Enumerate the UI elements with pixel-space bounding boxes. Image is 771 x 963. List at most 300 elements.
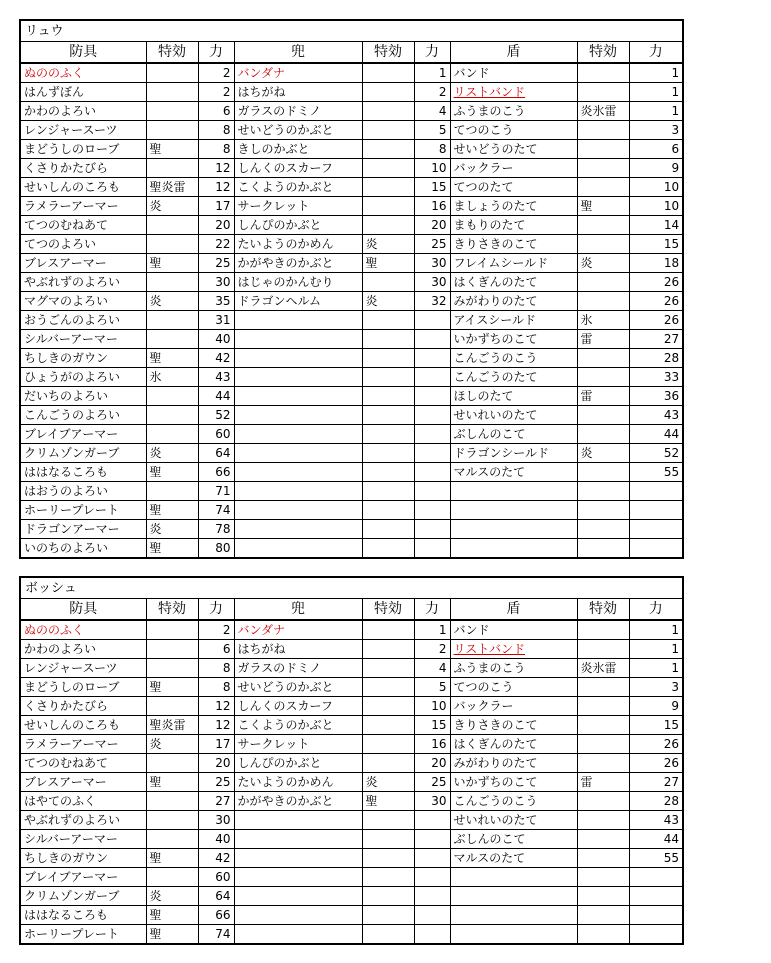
helm-power-cell — [414, 501, 450, 520]
armor-effect-cell: 聖 — [146, 501, 198, 520]
shield-power-cell: 43 — [629, 406, 683, 425]
armor-power-cell: 52 — [198, 406, 234, 425]
helm-effect-cell: 炎 — [362, 235, 414, 254]
armor-power-cell: 43 — [198, 368, 234, 387]
armor-effect-cell — [146, 63, 198, 83]
armor-name-cell: はおうのよろい — [20, 482, 146, 501]
shield-power-cell — [629, 482, 683, 501]
helm-name-cell — [234, 906, 362, 925]
helm-power-cell: 1 — [414, 620, 450, 640]
table-row — [20, 444, 683, 463]
helm-power-cell: 10 — [414, 159, 450, 178]
shield-power-cell: 3 — [629, 678, 683, 697]
table-row — [20, 868, 683, 887]
shield-effect-cell — [577, 425, 629, 444]
shield-name-cell: マルスのたて — [450, 849, 577, 868]
armor-name-cell: ラメラーアーマー — [20, 197, 146, 216]
helm-effect-cell — [362, 620, 414, 640]
header-armor: 防具 — [20, 42, 146, 64]
armor-name-cell: クリムゾンガーブ — [20, 444, 146, 463]
shield-power-cell — [629, 887, 683, 906]
table-title: リュウ — [20, 20, 683, 42]
equipment-table — [19, 19, 684, 559]
armor-effect-cell: 聖 — [146, 140, 198, 159]
table-row — [20, 311, 683, 330]
shield-effect-cell — [577, 216, 629, 235]
helm-name-cell: たいようのかめん — [234, 773, 362, 792]
armor-name-cell: かわのよろい — [20, 640, 146, 659]
helm-power-cell: 15 — [414, 716, 450, 735]
header-effect: 特効 — [577, 599, 629, 621]
armor-name-cell: てつのむねあて — [20, 216, 146, 235]
armor-effect-cell: 炎 — [146, 735, 198, 754]
table-row — [20, 716, 683, 735]
armor-effect-cell — [146, 811, 198, 830]
shield-power-cell: 10 — [629, 178, 683, 197]
shield-power-cell — [629, 868, 683, 887]
armor-name-cell: てつのよろい — [20, 235, 146, 254]
header-power: 力 — [198, 599, 234, 621]
shield-effect-cell — [577, 349, 629, 368]
helm-power-cell — [414, 868, 450, 887]
helm-effect-cell: 聖 — [362, 792, 414, 811]
table-row — [20, 906, 683, 925]
table-row — [20, 368, 683, 387]
helm-effect-cell — [362, 887, 414, 906]
armor-effect-cell — [146, 482, 198, 501]
armor-power-cell: 71 — [198, 482, 234, 501]
shield-power-cell: 36 — [629, 387, 683, 406]
helm-effect-cell — [362, 906, 414, 925]
helm-name-cell — [234, 349, 362, 368]
shield-effect-cell — [577, 463, 629, 482]
shield-name-cell: きりさきのこて — [450, 716, 577, 735]
helm-power-cell: 5 — [414, 121, 450, 140]
helm-power-cell: 8 — [414, 140, 450, 159]
shield-name-cell: バンド — [450, 620, 577, 640]
helm-effect-cell — [362, 659, 414, 678]
armor-power-cell: 30 — [198, 811, 234, 830]
shield-effect-cell — [577, 273, 629, 292]
armor-power-cell: 8 — [198, 140, 234, 159]
shield-effect-cell — [577, 925, 629, 945]
helm-power-cell — [414, 811, 450, 830]
shield-name-cell: せいどうのたて — [450, 140, 577, 159]
shield-effect-cell — [577, 159, 629, 178]
header-armor: 防具 — [20, 599, 146, 621]
armor-power-cell: 20 — [198, 754, 234, 773]
table-row — [20, 463, 683, 482]
helm-name-cell: しんくのスカーフ — [234, 159, 362, 178]
table-ryu — [19, 19, 682, 559]
armor-power-cell: 12 — [198, 159, 234, 178]
helm-effect-cell — [362, 735, 414, 754]
shield-power-cell: 33 — [629, 368, 683, 387]
armor-power-cell: 12 — [198, 697, 234, 716]
table-row — [20, 254, 683, 273]
shield-power-cell: 27 — [629, 330, 683, 349]
armor-power-cell: 8 — [198, 121, 234, 140]
armor-effect-cell: 聖 — [146, 925, 198, 945]
shield-effect-cell — [577, 368, 629, 387]
armor-effect-cell: 聖 — [146, 773, 198, 792]
shield-name-cell: リストバンド — [450, 83, 577, 102]
shield-power-cell: 15 — [629, 235, 683, 254]
table-row — [20, 330, 683, 349]
helm-effect-cell — [362, 697, 414, 716]
shield-effect-cell — [577, 811, 629, 830]
helm-name-cell: きしのかぶと — [234, 140, 362, 159]
helm-name-cell — [234, 539, 362, 559]
shield-name-cell — [450, 887, 577, 906]
shield-power-cell: 44 — [629, 425, 683, 444]
shield-name-cell: バンド — [450, 63, 577, 83]
shield-name-cell: せいれいのたて — [450, 811, 577, 830]
armor-name-cell: せいしんのころも — [20, 716, 146, 735]
shield-name-cell: リストバンド — [450, 640, 577, 659]
shield-power-cell: 26 — [629, 292, 683, 311]
shield-name-cell: ぶしんのこて — [450, 830, 577, 849]
armor-power-cell: 44 — [198, 387, 234, 406]
helm-name-cell: かがやきのかぶと — [234, 254, 362, 273]
helm-effect-cell — [362, 830, 414, 849]
armor-effect-cell — [146, 235, 198, 254]
armor-effect-cell: 聖 — [146, 849, 198, 868]
helm-power-cell: 32 — [414, 292, 450, 311]
shield-name-cell: はくぎんのたて — [450, 273, 577, 292]
helm-power-cell — [414, 520, 450, 539]
armor-name-cell: クリムゾンガーブ — [20, 887, 146, 906]
armor-power-cell: 42 — [198, 849, 234, 868]
helm-power-cell: 2 — [414, 83, 450, 102]
shield-effect-cell — [577, 178, 629, 197]
armor-effect-cell — [146, 792, 198, 811]
helm-effect-cell — [362, 197, 414, 216]
table-row — [20, 273, 683, 292]
armor-effect-cell — [146, 830, 198, 849]
table-row — [20, 349, 683, 368]
header-helm: 兜 — [234, 599, 362, 621]
armor-effect-cell — [146, 640, 198, 659]
shield-power-cell: 18 — [629, 254, 683, 273]
shield-effect-cell: 炎氷雷 — [577, 659, 629, 678]
armor-name-cell: おうごんのよろい — [20, 311, 146, 330]
shield-name-cell: こんごうのこう — [450, 349, 577, 368]
shield-power-cell: 26 — [629, 735, 683, 754]
shield-power-cell: 9 — [629, 697, 683, 716]
armor-power-cell: 66 — [198, 463, 234, 482]
armor-power-cell: 17 — [198, 197, 234, 216]
table-row — [20, 216, 683, 235]
armor-power-cell: 74 — [198, 501, 234, 520]
shield-name-cell: きりさきのこて — [450, 235, 577, 254]
helm-name-cell: ガラスのドミノ — [234, 102, 362, 121]
armor-effect-cell: 聖炎雷 — [146, 178, 198, 197]
armor-name-cell: まどうしのローブ — [20, 140, 146, 159]
armor-name-cell: ははなるころも — [20, 463, 146, 482]
helm-name-cell — [234, 811, 362, 830]
helm-effect-cell — [362, 754, 414, 773]
shield-power-cell: 1 — [629, 659, 683, 678]
helm-name-cell: はじゃのかんむり — [234, 273, 362, 292]
table-row — [20, 235, 683, 254]
armor-effect-cell: 聖 — [146, 463, 198, 482]
helm-effect-cell — [362, 406, 414, 425]
helm-effect-cell: 炎 — [362, 292, 414, 311]
helm-effect-cell — [362, 425, 414, 444]
shield-effect-cell — [577, 235, 629, 254]
helm-power-cell — [414, 444, 450, 463]
helm-name-cell: バンダナ — [234, 63, 362, 83]
header-effect: 特効 — [362, 599, 414, 621]
helm-effect-cell — [362, 63, 414, 83]
equipment-table — [19, 576, 684, 945]
table-row — [20, 197, 683, 216]
helm-power-cell: 4 — [414, 102, 450, 121]
shield-power-cell: 6 — [629, 140, 683, 159]
helm-effect-cell — [362, 121, 414, 140]
table-row — [20, 640, 683, 659]
table-row — [20, 482, 683, 501]
shield-effect-cell — [577, 716, 629, 735]
shield-effect-cell — [577, 63, 629, 83]
helm-effect-cell — [362, 640, 414, 659]
armor-power-cell: 12 — [198, 716, 234, 735]
armor-effect-cell — [146, 425, 198, 444]
shield-effect-cell: 炎氷雷 — [577, 102, 629, 121]
armor-effect-cell — [146, 273, 198, 292]
helm-effect-cell — [362, 273, 414, 292]
table-row — [20, 501, 683, 520]
shield-effect-cell — [577, 754, 629, 773]
header-row — [20, 599, 683, 621]
shield-name-cell — [450, 868, 577, 887]
shield-effect-cell: 炎 — [577, 254, 629, 273]
helm-effect-cell — [362, 368, 414, 387]
helm-name-cell — [234, 501, 362, 520]
shield-power-cell: 1 — [629, 102, 683, 121]
helm-power-cell: 10 — [414, 697, 450, 716]
armor-power-cell: 35 — [198, 292, 234, 311]
helm-power-cell: 25 — [414, 773, 450, 792]
table-row — [20, 83, 683, 102]
header-power: 力 — [629, 42, 683, 64]
shield-name-cell: ふうまのこう — [450, 659, 577, 678]
shield-effect-cell — [577, 735, 629, 754]
header-effect: 特効 — [362, 42, 414, 64]
helm-effect-cell — [362, 482, 414, 501]
helm-name-cell — [234, 444, 362, 463]
shield-effect-cell — [577, 406, 629, 425]
armor-power-cell: 27 — [198, 792, 234, 811]
helm-name-cell: せいどうのかぶと — [234, 121, 362, 140]
armor-name-cell: くさりかたびら — [20, 159, 146, 178]
helm-effect-cell — [362, 349, 414, 368]
armor-name-cell: マグマのよろい — [20, 292, 146, 311]
shield-name-cell — [450, 539, 577, 559]
armor-name-cell: ブレスアーマー — [20, 254, 146, 273]
armor-name-cell: ちしきのガウン — [20, 349, 146, 368]
helm-power-cell: 20 — [414, 216, 450, 235]
shield-name-cell: いかずちのこて — [450, 773, 577, 792]
armor-effect-cell — [146, 121, 198, 140]
armor-effect-cell: 氷 — [146, 368, 198, 387]
shield-power-cell — [629, 501, 683, 520]
helm-name-cell — [234, 830, 362, 849]
helm-effect-cell — [362, 463, 414, 482]
helm-name-cell: せいどうのかぶと — [234, 678, 362, 697]
armor-power-cell: 2 — [198, 63, 234, 83]
helm-power-cell — [414, 311, 450, 330]
shield-power-cell: 15 — [629, 716, 683, 735]
helm-effect-cell: 炎 — [362, 773, 414, 792]
helm-name-cell: ドラゴンヘルム — [234, 292, 362, 311]
helm-effect-cell — [362, 716, 414, 735]
shield-effect-cell — [577, 678, 629, 697]
armor-power-cell: 60 — [198, 868, 234, 887]
helm-power-cell: 1 — [414, 63, 450, 83]
shield-name-cell: アイスシールド — [450, 311, 577, 330]
helm-name-cell — [234, 330, 362, 349]
shield-effect-cell — [577, 520, 629, 539]
shield-effect-cell — [577, 887, 629, 906]
shield-effect-cell: 聖 — [577, 197, 629, 216]
armor-effect-cell — [146, 659, 198, 678]
shield-effect-cell — [577, 83, 629, 102]
shield-power-cell: 52 — [629, 444, 683, 463]
helm-power-cell — [414, 539, 450, 559]
helm-name-cell: かがやきのかぶと — [234, 792, 362, 811]
table-row — [20, 792, 683, 811]
armor-power-cell: 64 — [198, 887, 234, 906]
helm-effect-cell — [362, 925, 414, 945]
armor-name-cell: まどうしのローブ — [20, 678, 146, 697]
armor-name-cell: ぬののふく — [20, 63, 146, 83]
table-row — [20, 178, 683, 197]
armor-name-cell: ブレスアーマー — [20, 773, 146, 792]
helm-effect-cell: 聖 — [362, 254, 414, 273]
shield-power-cell: 10 — [629, 197, 683, 216]
helm-name-cell — [234, 520, 362, 539]
armor-power-cell: 80 — [198, 539, 234, 559]
shield-effect-cell — [577, 830, 629, 849]
armor-effect-cell: 炎 — [146, 887, 198, 906]
armor-power-cell: 25 — [198, 254, 234, 273]
helm-effect-cell — [362, 102, 414, 121]
shield-power-cell: 1 — [629, 640, 683, 659]
header-power: 力 — [414, 42, 450, 64]
shield-name-cell: こんごうのたて — [450, 368, 577, 387]
armor-name-cell: いのちのよろい — [20, 539, 146, 559]
helm-power-cell — [414, 349, 450, 368]
armor-name-cell: だいちのよろい — [20, 387, 146, 406]
armor-name-cell: やぶれずのよろい — [20, 811, 146, 830]
table-row — [20, 406, 683, 425]
helm-effect-cell — [362, 140, 414, 159]
armor-power-cell: 31 — [198, 311, 234, 330]
armor-effect-cell: 聖 — [146, 539, 198, 559]
header-effect: 特効 — [146, 42, 198, 64]
helm-name-cell: しんぴのかぶと — [234, 754, 362, 773]
helm-effect-cell — [362, 868, 414, 887]
armor-power-cell: 2 — [198, 620, 234, 640]
helm-power-cell: 30 — [414, 254, 450, 273]
shield-power-cell: 1 — [629, 63, 683, 83]
armor-effect-cell — [146, 620, 198, 640]
armor-power-cell: 30 — [198, 273, 234, 292]
helm-power-cell: 5 — [414, 678, 450, 697]
table-row — [20, 754, 683, 773]
helm-effect-cell — [362, 678, 414, 697]
shield-effect-cell — [577, 792, 629, 811]
header-effect: 特効 — [146, 599, 198, 621]
armor-effect-cell: 炎 — [146, 444, 198, 463]
table-row — [20, 140, 683, 159]
armor-power-cell: 12 — [198, 178, 234, 197]
table-row — [20, 830, 683, 849]
helm-name-cell: サークレット — [234, 735, 362, 754]
armor-power-cell: 6 — [198, 102, 234, 121]
shield-power-cell: 9 — [629, 159, 683, 178]
armor-name-cell: ドラゴンアーマー — [20, 520, 146, 539]
helm-name-cell — [234, 406, 362, 425]
armor-power-cell: 40 — [198, 330, 234, 349]
helm-effect-cell — [362, 501, 414, 520]
shield-effect-cell — [577, 620, 629, 640]
armor-name-cell: こんごうのよろい — [20, 406, 146, 425]
armor-effect-cell — [146, 83, 198, 102]
armor-effect-cell — [146, 868, 198, 887]
shield-power-cell — [629, 906, 683, 925]
helm-effect-cell — [362, 539, 414, 559]
shield-name-cell — [450, 906, 577, 925]
armor-power-cell: 60 — [198, 425, 234, 444]
helm-name-cell — [234, 463, 362, 482]
helm-power-cell — [414, 887, 450, 906]
shield-power-cell: 26 — [629, 311, 683, 330]
shield-effect-cell — [577, 140, 629, 159]
shield-name-cell: てつのこう — [450, 121, 577, 140]
header-row — [20, 42, 683, 64]
shield-name-cell: せいれいのたて — [450, 406, 577, 425]
armor-power-cell: 20 — [198, 216, 234, 235]
header-power: 力 — [629, 599, 683, 621]
helm-power-cell — [414, 830, 450, 849]
armor-effect-cell: 炎 — [146, 197, 198, 216]
shield-name-cell: ほしのたて — [450, 387, 577, 406]
helm-name-cell — [234, 925, 362, 945]
shield-power-cell: 26 — [629, 754, 683, 773]
shield-effect-cell: 雷 — [577, 773, 629, 792]
table-row — [20, 425, 683, 444]
shield-effect-cell — [577, 482, 629, 501]
helm-power-cell: 20 — [414, 754, 450, 773]
armor-effect-cell: 聖炎雷 — [146, 716, 198, 735]
table-row — [20, 121, 683, 140]
helm-power-cell: 15 — [414, 178, 450, 197]
table-row — [20, 811, 683, 830]
shield-effect-cell: 雷 — [577, 330, 629, 349]
shield-name-cell: こんごうのこう — [450, 792, 577, 811]
shield-name-cell: はくぎんのたて — [450, 735, 577, 754]
table-row — [20, 849, 683, 868]
armor-power-cell: 25 — [198, 773, 234, 792]
helm-name-cell — [234, 887, 362, 906]
armor-effect-cell: 聖 — [146, 906, 198, 925]
helm-name-cell — [234, 311, 362, 330]
shield-power-cell: 14 — [629, 216, 683, 235]
header-power: 力 — [414, 599, 450, 621]
